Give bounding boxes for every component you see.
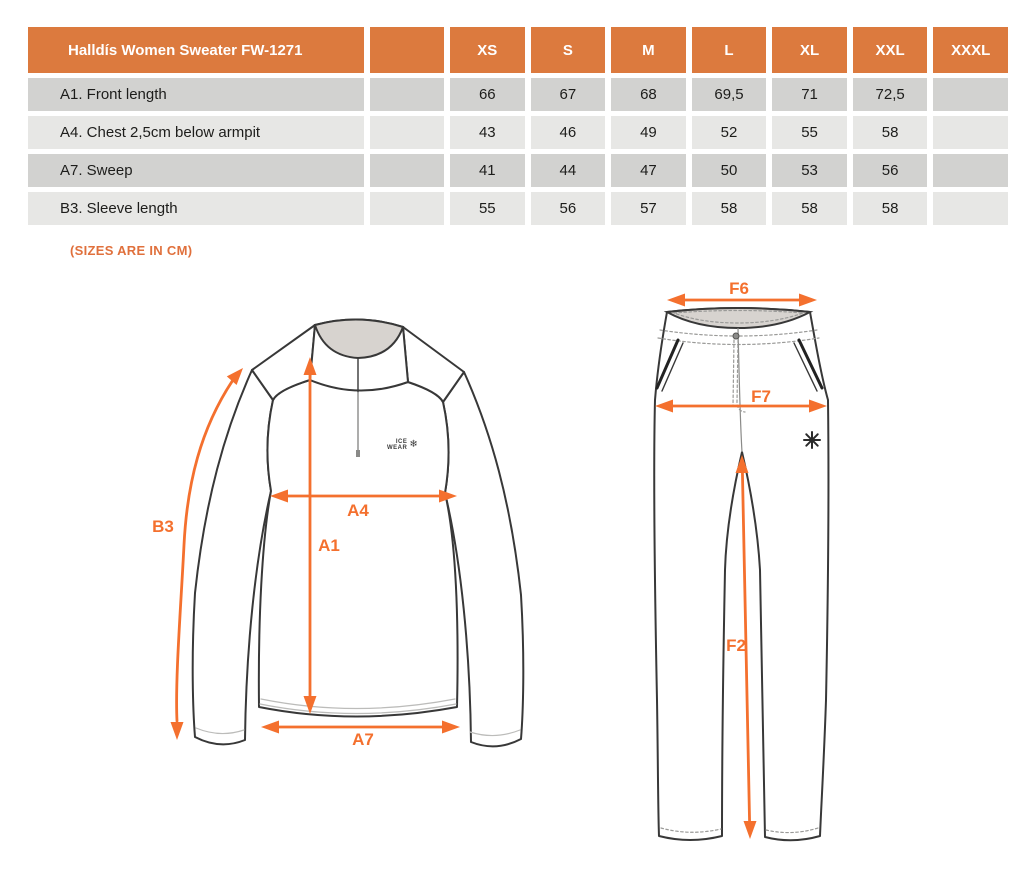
- row-label-cell: A1. Front length: [28, 78, 364, 111]
- zipper-pull: [356, 450, 360, 457]
- f2-label: F2: [726, 636, 746, 655]
- sweater-diagram: [130, 300, 575, 775]
- a7-label: A7: [352, 730, 374, 749]
- b3-label: B3: [152, 517, 174, 536]
- size-header-cell: XL: [772, 27, 847, 73]
- pants-outline: [654, 308, 828, 840]
- value-cell: 47: [611, 154, 686, 187]
- a1-label: A1: [318, 536, 340, 555]
- logo-text-line2: WEAR: [387, 445, 408, 451]
- row-label-cell: A4. Chest 2,5cm below armpit: [28, 116, 364, 149]
- value-cell: 71: [772, 78, 847, 111]
- value-cell: [933, 78, 1008, 111]
- value-cell: [933, 154, 1008, 187]
- row-label-cell: B3. Sleeve length: [28, 192, 364, 225]
- logo-text-line1: ICE: [395, 439, 408, 445]
- f7-label: F7: [751, 387, 771, 406]
- logo-snowflake-icon: ❄: [409, 439, 418, 450]
- value-cell: 58: [853, 192, 928, 225]
- value-cell: 58: [853, 116, 928, 149]
- size-header-cell: M: [611, 27, 686, 73]
- value-cell: 56: [531, 192, 606, 225]
- header-spacer-cell: [370, 27, 444, 73]
- value-cell: 69,5: [692, 78, 767, 111]
- size-header-cell: XXXL: [933, 27, 1008, 73]
- size-header-cell: XXL: [853, 27, 928, 73]
- row-spacer-cell: [370, 78, 444, 111]
- pants-diagram: [640, 280, 840, 860]
- value-cell: 66: [450, 78, 525, 111]
- value-cell: 41: [450, 154, 525, 187]
- row-spacer-cell: [370, 192, 444, 225]
- row-spacer-cell: [370, 154, 444, 187]
- value-cell: [933, 116, 1008, 149]
- f6-label: F6: [729, 279, 749, 298]
- table-title-cell: Halldís Women Sweater FW-1271: [28, 27, 364, 73]
- a4-label: A4: [347, 501, 369, 520]
- pants-snowflake-icon: [804, 432, 820, 448]
- value-cell: 44: [531, 154, 606, 187]
- value-cell: [933, 192, 1008, 225]
- units-note: (SIZES ARE IN CM): [70, 243, 193, 258]
- size-header-cell: S: [531, 27, 606, 73]
- value-cell: 67: [531, 78, 606, 111]
- value-cell: 52: [692, 116, 767, 149]
- waist-button: [733, 333, 739, 339]
- value-cell: 53: [772, 154, 847, 187]
- value-cell: 46: [531, 116, 606, 149]
- size-table: [28, 27, 1008, 225]
- value-cell: 55: [772, 116, 847, 149]
- value-cell: 43: [450, 116, 525, 149]
- value-cell: 58: [692, 192, 767, 225]
- size-header-cell: XS: [450, 27, 525, 73]
- value-cell: 49: [611, 116, 686, 149]
- value-cell: 50: [692, 154, 767, 187]
- icewear-logo: [387, 439, 418, 451]
- value-cell: 72,5: [853, 78, 928, 111]
- row-spacer-cell: [370, 116, 444, 149]
- value-cell: 57: [611, 192, 686, 225]
- size-header-cell: L: [692, 27, 767, 73]
- value-cell: 55: [450, 192, 525, 225]
- value-cell: 68: [611, 78, 686, 111]
- value-cell: 56: [853, 154, 928, 187]
- value-cell: 58: [772, 192, 847, 225]
- row-label-cell: A7. Sweep: [28, 154, 364, 187]
